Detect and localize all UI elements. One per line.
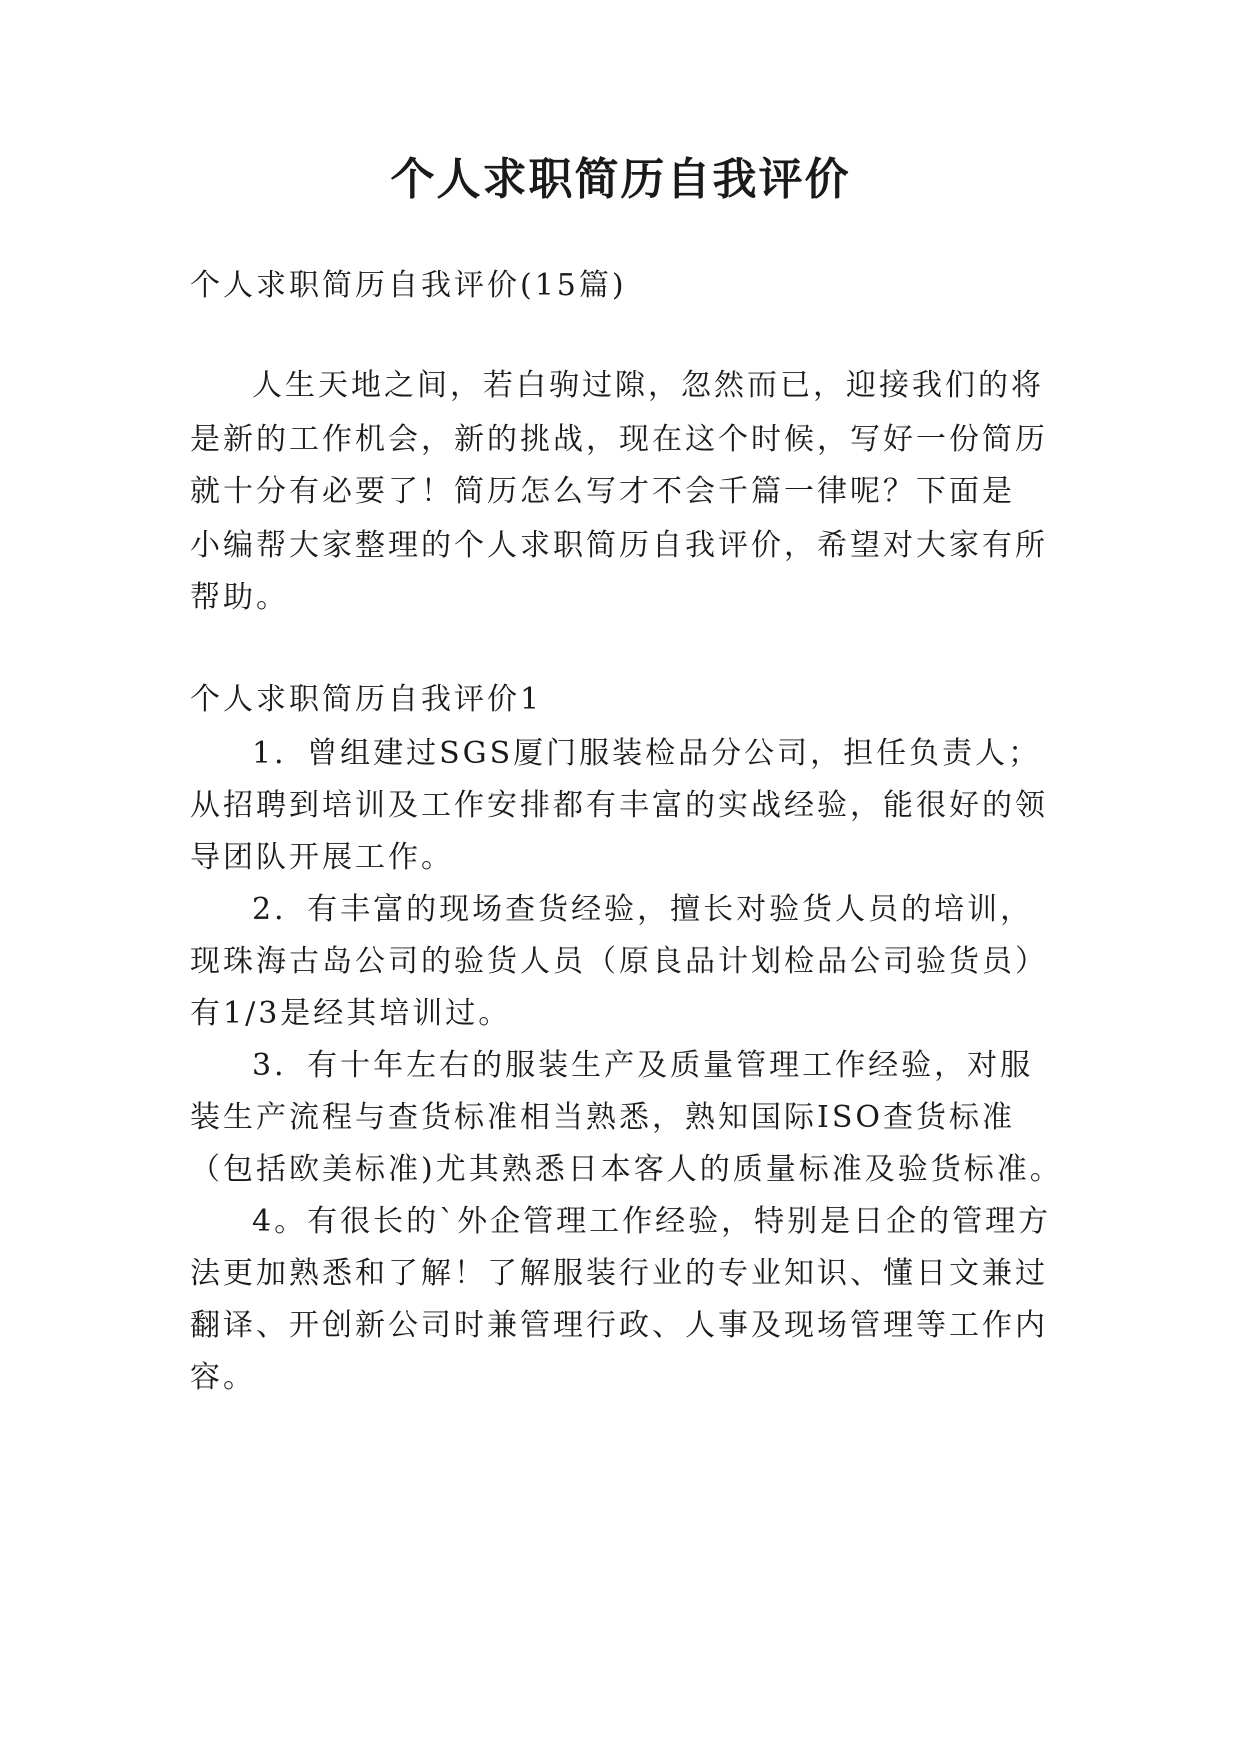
item-line: 现珠海古岛公司的验货人员（原良品计划检品公司验货员） (190, 944, 1048, 979)
intro-line: 就十分有必要了！简历怎么写才不会千篇一律呢？下面是 (190, 474, 1015, 509)
section-heading: 个人求职简历自我评价1 (190, 682, 543, 717)
intro-line: 人生天地之间，若白驹过隙，忽然而已，迎接我们的将 (252, 368, 1044, 403)
item-line: 1．曾组建过SGS厦门服装检品分公司，担任负责人； (252, 736, 1042, 771)
item-line: 法更加熟悉和了解！了解服装行业的专业知识、懂日文兼过 (190, 1256, 1048, 1291)
item-line: （包括欧美标准)尤其熟悉日本客人的质量标准及验货标准。 (190, 1152, 1063, 1187)
item-line: 容。 (190, 1360, 256, 1395)
intro-line: 帮助。 (190, 580, 289, 615)
intro-line: 是新的工作机会，新的挑战，现在这个时候，写好一份简历 (190, 422, 1048, 457)
intro-line: 小编帮大家整理的个人求职简历自我评价，希望对大家有所 (190, 528, 1048, 563)
item-line: 4。有很长的`外企管理工作经验，特别是日企的管理方 (252, 1204, 1052, 1239)
item-line: 3．有十年左右的服装生产及质量管理工作经验，对服 (252, 1048, 1034, 1083)
item-line: 2．有丰富的现场查货经验，擅长对验货人员的培训， (252, 892, 1034, 927)
document-title: 个人求职简历自我评价 (390, 154, 851, 205)
item-line: 装生产流程与查货标准相当熟悉，熟知国际ISO查货标准 (190, 1100, 1015, 1135)
item-line: 翻译、开创新公司时兼管理行政、人事及现场管理等工作内 (190, 1308, 1048, 1343)
item-line: 导团队开展工作。 (190, 840, 454, 875)
item-line: 有1/3是经其培训过。 (190, 996, 512, 1031)
item-line: 从招聘到培训及工作安排都有丰富的实战经验，能很好的领 (190, 788, 1048, 823)
document-subtitle: 个人求职简历自我评价(15篇) (190, 268, 627, 303)
